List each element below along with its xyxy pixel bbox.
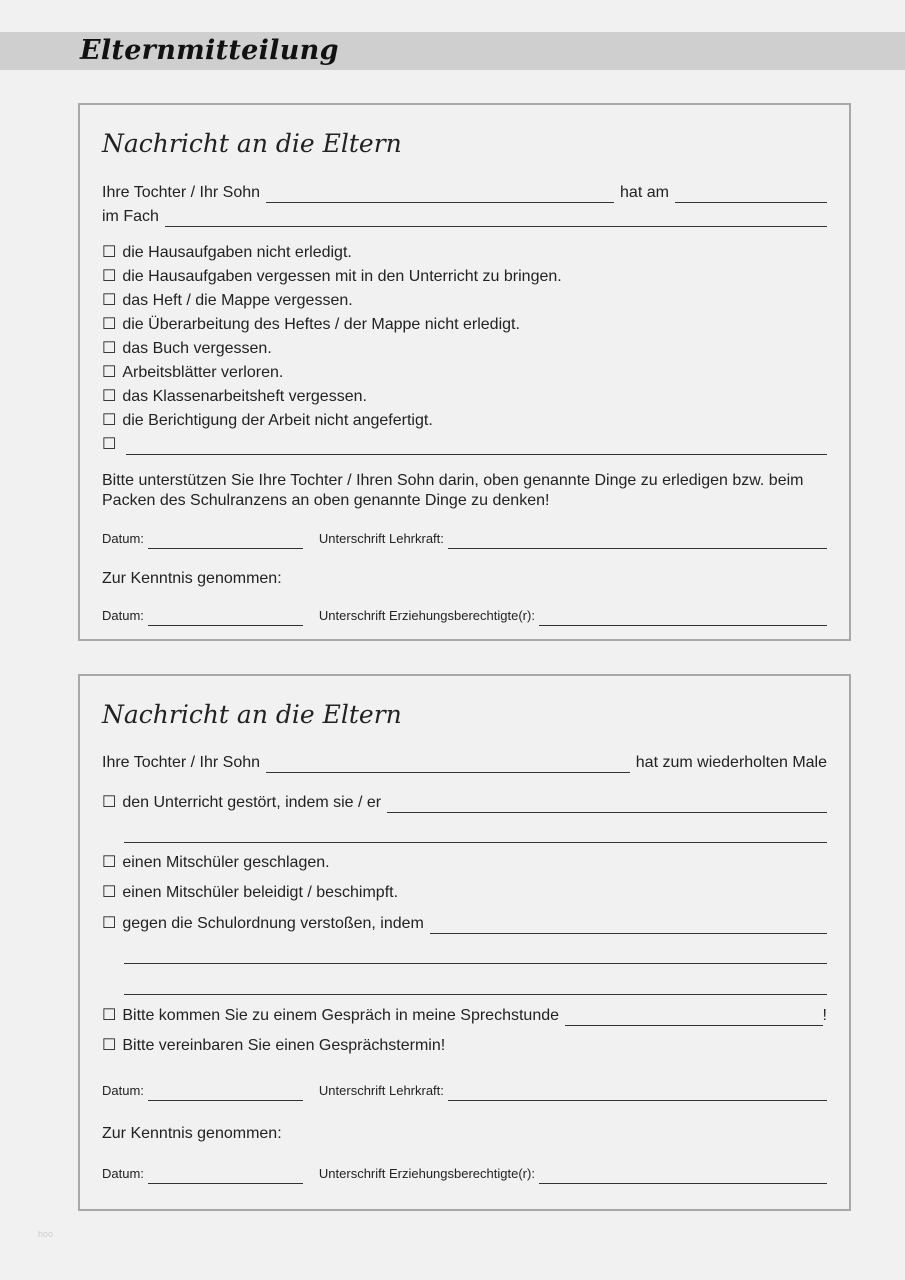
parent-signature-row — [102, 602, 827, 626]
checklist-item — [102, 789, 827, 813]
acknowledged-label: Zur Kenntnis genommen: — [102, 1125, 282, 1142]
continuation-line — [124, 819, 827, 843]
message-card-behavior — [78, 674, 851, 1211]
other-reason-field[interactable] — [126, 436, 827, 455]
datum-label: Datum: — [102, 608, 144, 623]
rules-reason-field-3[interactable] — [124, 976, 827, 995]
checklist-item-label: einen Mitschüler beleidigt / beschimpft. — [122, 884, 399, 901]
checklist-item — [102, 849, 827, 873]
support-paragraph: Bitte unterstützen Sie Ihre Tochter / Ihren Sohn darin, oben genannte Dinge zu erledigen bzw. beim Packen des Schulranzens an oben genannte Dinge zu denken! — [102, 472, 804, 509]
watermark: hoo — [38, 1229, 54, 1239]
checkbox[interactable]: ☐ — [102, 316, 117, 333]
checklist-item — [102, 359, 827, 383]
teacher-signature-label: Unterschrift Lehrkraft: — [318, 1083, 444, 1098]
student-label: Ihre Tochter / Ihr Sohn — [102, 754, 261, 771]
datum-field[interactable] — [148, 1082, 303, 1101]
parent-signature-label: Unterschrift Erziehungsberechtigte(r): — [318, 608, 535, 623]
checklist-item — [102, 239, 827, 263]
checklist-item — [102, 383, 827, 407]
date-field[interactable] — [675, 184, 827, 203]
student-line — [102, 179, 827, 203]
checkbox[interactable]: ☐ — [102, 1037, 117, 1054]
rules-reason-field[interactable] — [430, 915, 827, 934]
checkbox[interactable]: ☐ — [102, 884, 117, 901]
checklist-item — [102, 263, 827, 287]
checkbox[interactable]: ☐ — [102, 436, 117, 453]
checklist-item — [102, 910, 827, 934]
exclamation-mark: ! — [822, 1007, 827, 1024]
student-name-field[interactable] — [266, 754, 630, 773]
checklist-item-label: die Hausaufgaben nicht erledigt. — [122, 244, 352, 261]
checklist-item-label: Bitte vereinbaren Sie einen Gesprächstermin! — [122, 1037, 446, 1054]
parent-signature-field[interactable] — [539, 607, 827, 626]
checkbox[interactable]: ☐ — [102, 244, 117, 261]
datum-field[interactable] — [148, 607, 303, 626]
datum-field[interactable] — [148, 530, 303, 549]
checkbox[interactable]: ☐ — [102, 1007, 117, 1024]
card-title: Nachricht an die Eltern — [102, 129, 402, 158]
checklist-item-label: Arbeitsblätter verloren. — [122, 364, 284, 381]
checklist-item-other — [102, 431, 827, 455]
subject-field[interactable] — [165, 208, 827, 227]
checklist-item — [102, 311, 827, 335]
student-label: Ihre Tochter / Ihr Sohn — [102, 184, 261, 201]
checkbox[interactable]: ☐ — [102, 364, 117, 381]
checklist-item-label: die Überarbeitung des Heftes / der Mappe nicht erledigt. — [122, 316, 520, 333]
teacher-signature-row — [102, 1077, 827, 1101]
date-label: hat am — [620, 184, 669, 201]
datum-field[interactable] — [148, 1165, 303, 1184]
checklist-item — [102, 407, 827, 431]
subject-label: im Fach — [102, 208, 159, 225]
message-card-homework — [78, 103, 851, 641]
page-title: Elternmitteilung — [80, 35, 339, 66]
rules-reason-field-2[interactable] — [124, 945, 827, 964]
continuation-line — [124, 971, 827, 995]
checklist-item — [102, 335, 827, 359]
teacher-signature-field[interactable] — [448, 530, 827, 549]
disrupt-reason-field-2[interactable] — [124, 824, 827, 843]
checklist-item-label: das Heft / die Mappe vergessen. — [122, 292, 353, 309]
acknowledged-label: Zur Kenntnis genommen: — [102, 570, 282, 587]
parent-signature-row — [102, 1160, 827, 1184]
checklist-item-label: die Hausaufgaben vergessen mit in den Unterricht zu bringen. — [122, 268, 562, 285]
student-line — [102, 749, 827, 773]
checklist-item — [102, 879, 827, 903]
teacher-signature-label: Unterschrift Lehrkraft: — [318, 531, 444, 546]
checkbox[interactable]: ☐ — [102, 915, 117, 932]
checkbox[interactable]: ☐ — [102, 292, 117, 309]
continuation-line — [124, 940, 827, 964]
subject-line — [102, 203, 827, 227]
checklist-item-label: gegen die Schulordnung verstoßen, indem — [122, 915, 424, 932]
acknowledged-row — [102, 565, 827, 589]
checklist-item-label: Bitte kommen Sie zu einem Gespräch in meine Sprechstunde — [122, 1007, 560, 1024]
teacher-signature-field[interactable] — [448, 1082, 827, 1101]
checkbox[interactable]: ☐ — [102, 412, 117, 429]
acknowledged-row — [102, 1120, 827, 1144]
checklist-item — [102, 287, 827, 311]
datum-label: Datum: — [102, 1166, 144, 1181]
checkbox[interactable]: ☐ — [102, 794, 117, 811]
checklist-item-label: den Unterricht gestört, indem sie / er — [122, 794, 382, 811]
checkbox[interactable]: ☐ — [102, 388, 117, 405]
disrupt-reason-field[interactable] — [387, 794, 827, 813]
teacher-signature-row — [102, 525, 827, 549]
checklist-item — [102, 1032, 827, 1056]
checklist-item — [102, 1002, 827, 1026]
checklist-item-label: einen Mitschüler geschlagen. — [122, 854, 330, 871]
student-name-field[interactable] — [266, 184, 614, 203]
parent-signature-field[interactable] — [539, 1165, 827, 1184]
card-title: Nachricht an die Eltern — [102, 700, 402, 729]
checkbox[interactable]: ☐ — [102, 340, 117, 357]
checkbox[interactable]: ☐ — [102, 854, 117, 871]
checklist-item-label: die Berichtigung der Arbeit nicht angefertigt. — [122, 412, 433, 429]
parent-signature-label: Unterschrift Erziehungsberechtigte(r): — [318, 1166, 535, 1181]
checklist-item-label: das Buch vergessen. — [122, 340, 272, 357]
datum-label: Datum: — [102, 531, 144, 546]
checkbox[interactable]: ☐ — [102, 268, 117, 285]
datum-label: Datum: — [102, 1083, 144, 1098]
checklist-item-label: das Klassenarbeitsheft vergessen. — [122, 388, 367, 405]
repeat-label: hat zum wiederholten Male — [635, 754, 827, 771]
office-hours-field[interactable] — [565, 1007, 823, 1026]
